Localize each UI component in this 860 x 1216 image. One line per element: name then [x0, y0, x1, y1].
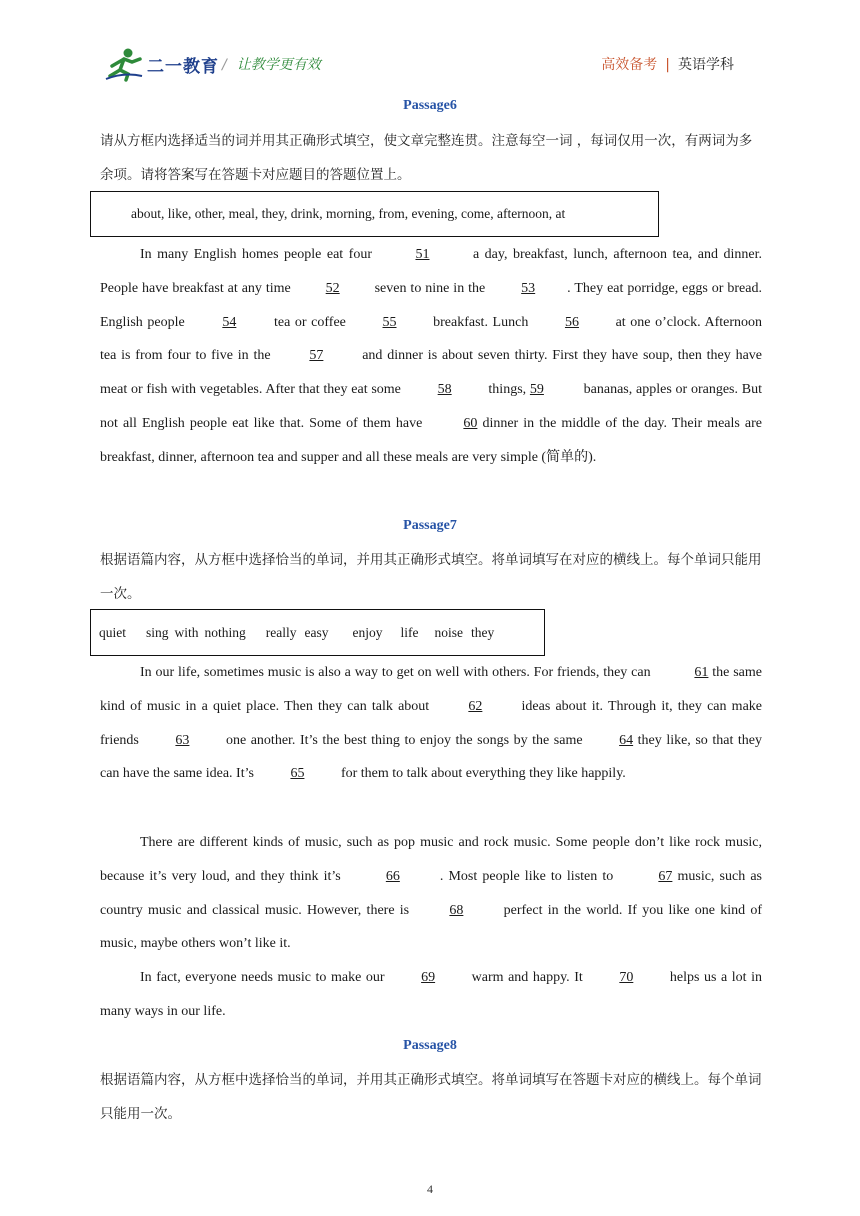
blank-57[interactable]: 57 [309, 348, 324, 364]
text-segment: one another. It’s the best thing to enjoy the songs by the same [221, 732, 588, 748]
text-segment: breakfast. Lunch [428, 314, 533, 330]
word-item: enjoy [352, 624, 383, 640]
slogan: / 让教学更有效 [222, 57, 321, 73]
text-segment: In our life, sometimes music is also a way to get on well with others. For friends, they can [140, 665, 655, 680]
header-tag: 高效备考 [601, 57, 658, 73]
passage8-title: Passage8 [403, 1038, 457, 1053]
blank-65[interactable]: 65 [290, 766, 305, 782]
blank-60[interactable]: 60 [463, 415, 478, 431]
blank-69[interactable]: 69 [421, 970, 436, 985]
logo [104, 44, 219, 84]
text-segment: seven to nine in the [370, 280, 490, 296]
blank-63[interactable]: 63 [175, 732, 190, 748]
blank-64[interactable]: 64 [619, 732, 634, 748]
word-item: really [265, 624, 297, 640]
text-segment: music, such as country music and classical music. However, there is [100, 868, 762, 918]
blank-67[interactable]: 67 [658, 868, 673, 884]
passage7-paragraph-1 [100, 656, 762, 791]
passage7-instructions: 根据语篇内容，从方框中选择恰当的单词，并用其正确形式填空。将单词填写在对应的横线上。每个单词只能用一次。 [100, 552, 762, 602]
blank-56[interactable]: 56 [564, 314, 579, 330]
passage6-word-list: about, like, other, meal, they, drink, morning, from, evening, come, afternoon, at [131, 206, 566, 221]
blank-54[interactable]: 54 [222, 314, 237, 330]
page-header [0, 0, 860, 92]
blank-66[interactable]: 66 [385, 868, 400, 884]
blank-68[interactable]: 68 [449, 902, 464, 918]
passage7-title: Passage7 [403, 518, 457, 533]
header-subject-label: 英语学科 [678, 57, 734, 73]
blank-53[interactable]: 53 [521, 280, 536, 296]
passage6-text [100, 238, 762, 475]
text-segment: In fact, everyone needs music to make our [140, 970, 390, 985]
blank-52[interactable]: 52 [325, 280, 340, 296]
passage6-title: Passage6 [403, 98, 457, 113]
text-segment: a day, breakfast, lunch, afternoon tea, and dinner. People have breakfast at any time [100, 247, 762, 296]
text-segment: dinner in the middle of the day. Their meals are breakfast, dinner, afternoon tea and supper and all these meals are very simple (简单的). [100, 415, 762, 465]
text-segment: for them to talk about everything they like happily. [337, 766, 626, 782]
text-segment: There are different kinds of music, such as pop music and rock music. Some people don’t like rock music, because it’s very loud, and they think it’s [100, 835, 762, 884]
blank-58[interactable]: 58 [437, 382, 452, 398]
blank-61[interactable]: 61 [694, 665, 709, 680]
logo-text: 二一教育 [147, 56, 219, 77]
blank-51[interactable]: 51 [415, 247, 430, 262]
passage7-paragraph-2 [100, 826, 762, 961]
header-subject [601, 54, 734, 74]
word-item: with [174, 624, 199, 640]
text-segment: things, [484, 382, 530, 398]
passage6-instructions: 请从方框内选择适当的词并用其正确形式填空，使文章完整连贯。注意每空一词 ，每词仅用一次，有两词为多余项。请将答案写在答题卡对应题目的答题位置上。 [100, 133, 753, 183]
runner-logo-icon [104, 46, 144, 82]
text-segment: ideas about it. Through it, they can make friends [100, 698, 762, 748]
text-segment: perfect in the world. If you like one kind of music, maybe others won’t like it. [100, 902, 762, 952]
text-segment: at one o’clock. Afternoon tea is from four to five in the [100, 314, 762, 364]
word-item: they [471, 624, 495, 640]
text-segment: tea or coffee [269, 314, 351, 330]
text-segment: and dinner is about seven thirty. First they have soup, then they have meat or fish with vegetables. After that they eat some [100, 348, 762, 398]
text-segment: bananas, apples or oranges. But not all English people eat like that. Some of them have [100, 382, 762, 431]
passage7-word-box [90, 609, 545, 656]
word-item: sing [146, 624, 169, 640]
word-item: easy [304, 624, 329, 640]
text-segment: warm and happy. It [467, 970, 588, 985]
header-separator: | [665, 57, 670, 73]
blank-62[interactable]: 62 [468, 698, 483, 714]
passage8-instructions: 根据语篇内容，从方框中选择恰当的单词，并用其正确形式填空。将单词填写在答题卡对应的横线上。每个单词只能用一次。 [100, 1072, 762, 1122]
blank-59[interactable]: 59 [529, 382, 544, 398]
page-number: 4 [427, 1182, 433, 1196]
text-segment: the same kind of music in a quiet place. Then they can talk about [100, 665, 762, 714]
text-segment: helps us a lot in many ways in our life. [100, 970, 762, 1019]
word-item: noise [434, 624, 464, 640]
slogan-text: 让教学更有效 [236, 57, 321, 73]
passage6-word-box [90, 191, 659, 237]
passage7-paragraph-3 [100, 961, 762, 1029]
word-item: life [400, 624, 419, 640]
blank-70[interactable]: 70 [619, 970, 634, 985]
word-item: quiet [99, 624, 126, 640]
text-segment: . Most people like to listen to [439, 868, 619, 884]
text-segment: . They eat porridge, eggs or bread. English people [100, 280, 762, 330]
blank-55[interactable]: 55 [382, 314, 397, 330]
word-item: nothing [204, 624, 246, 640]
text-segment: they like, so that they can have the same idea. It’s [100, 732, 762, 782]
text-segment: In many English homes people eat four [140, 247, 378, 262]
